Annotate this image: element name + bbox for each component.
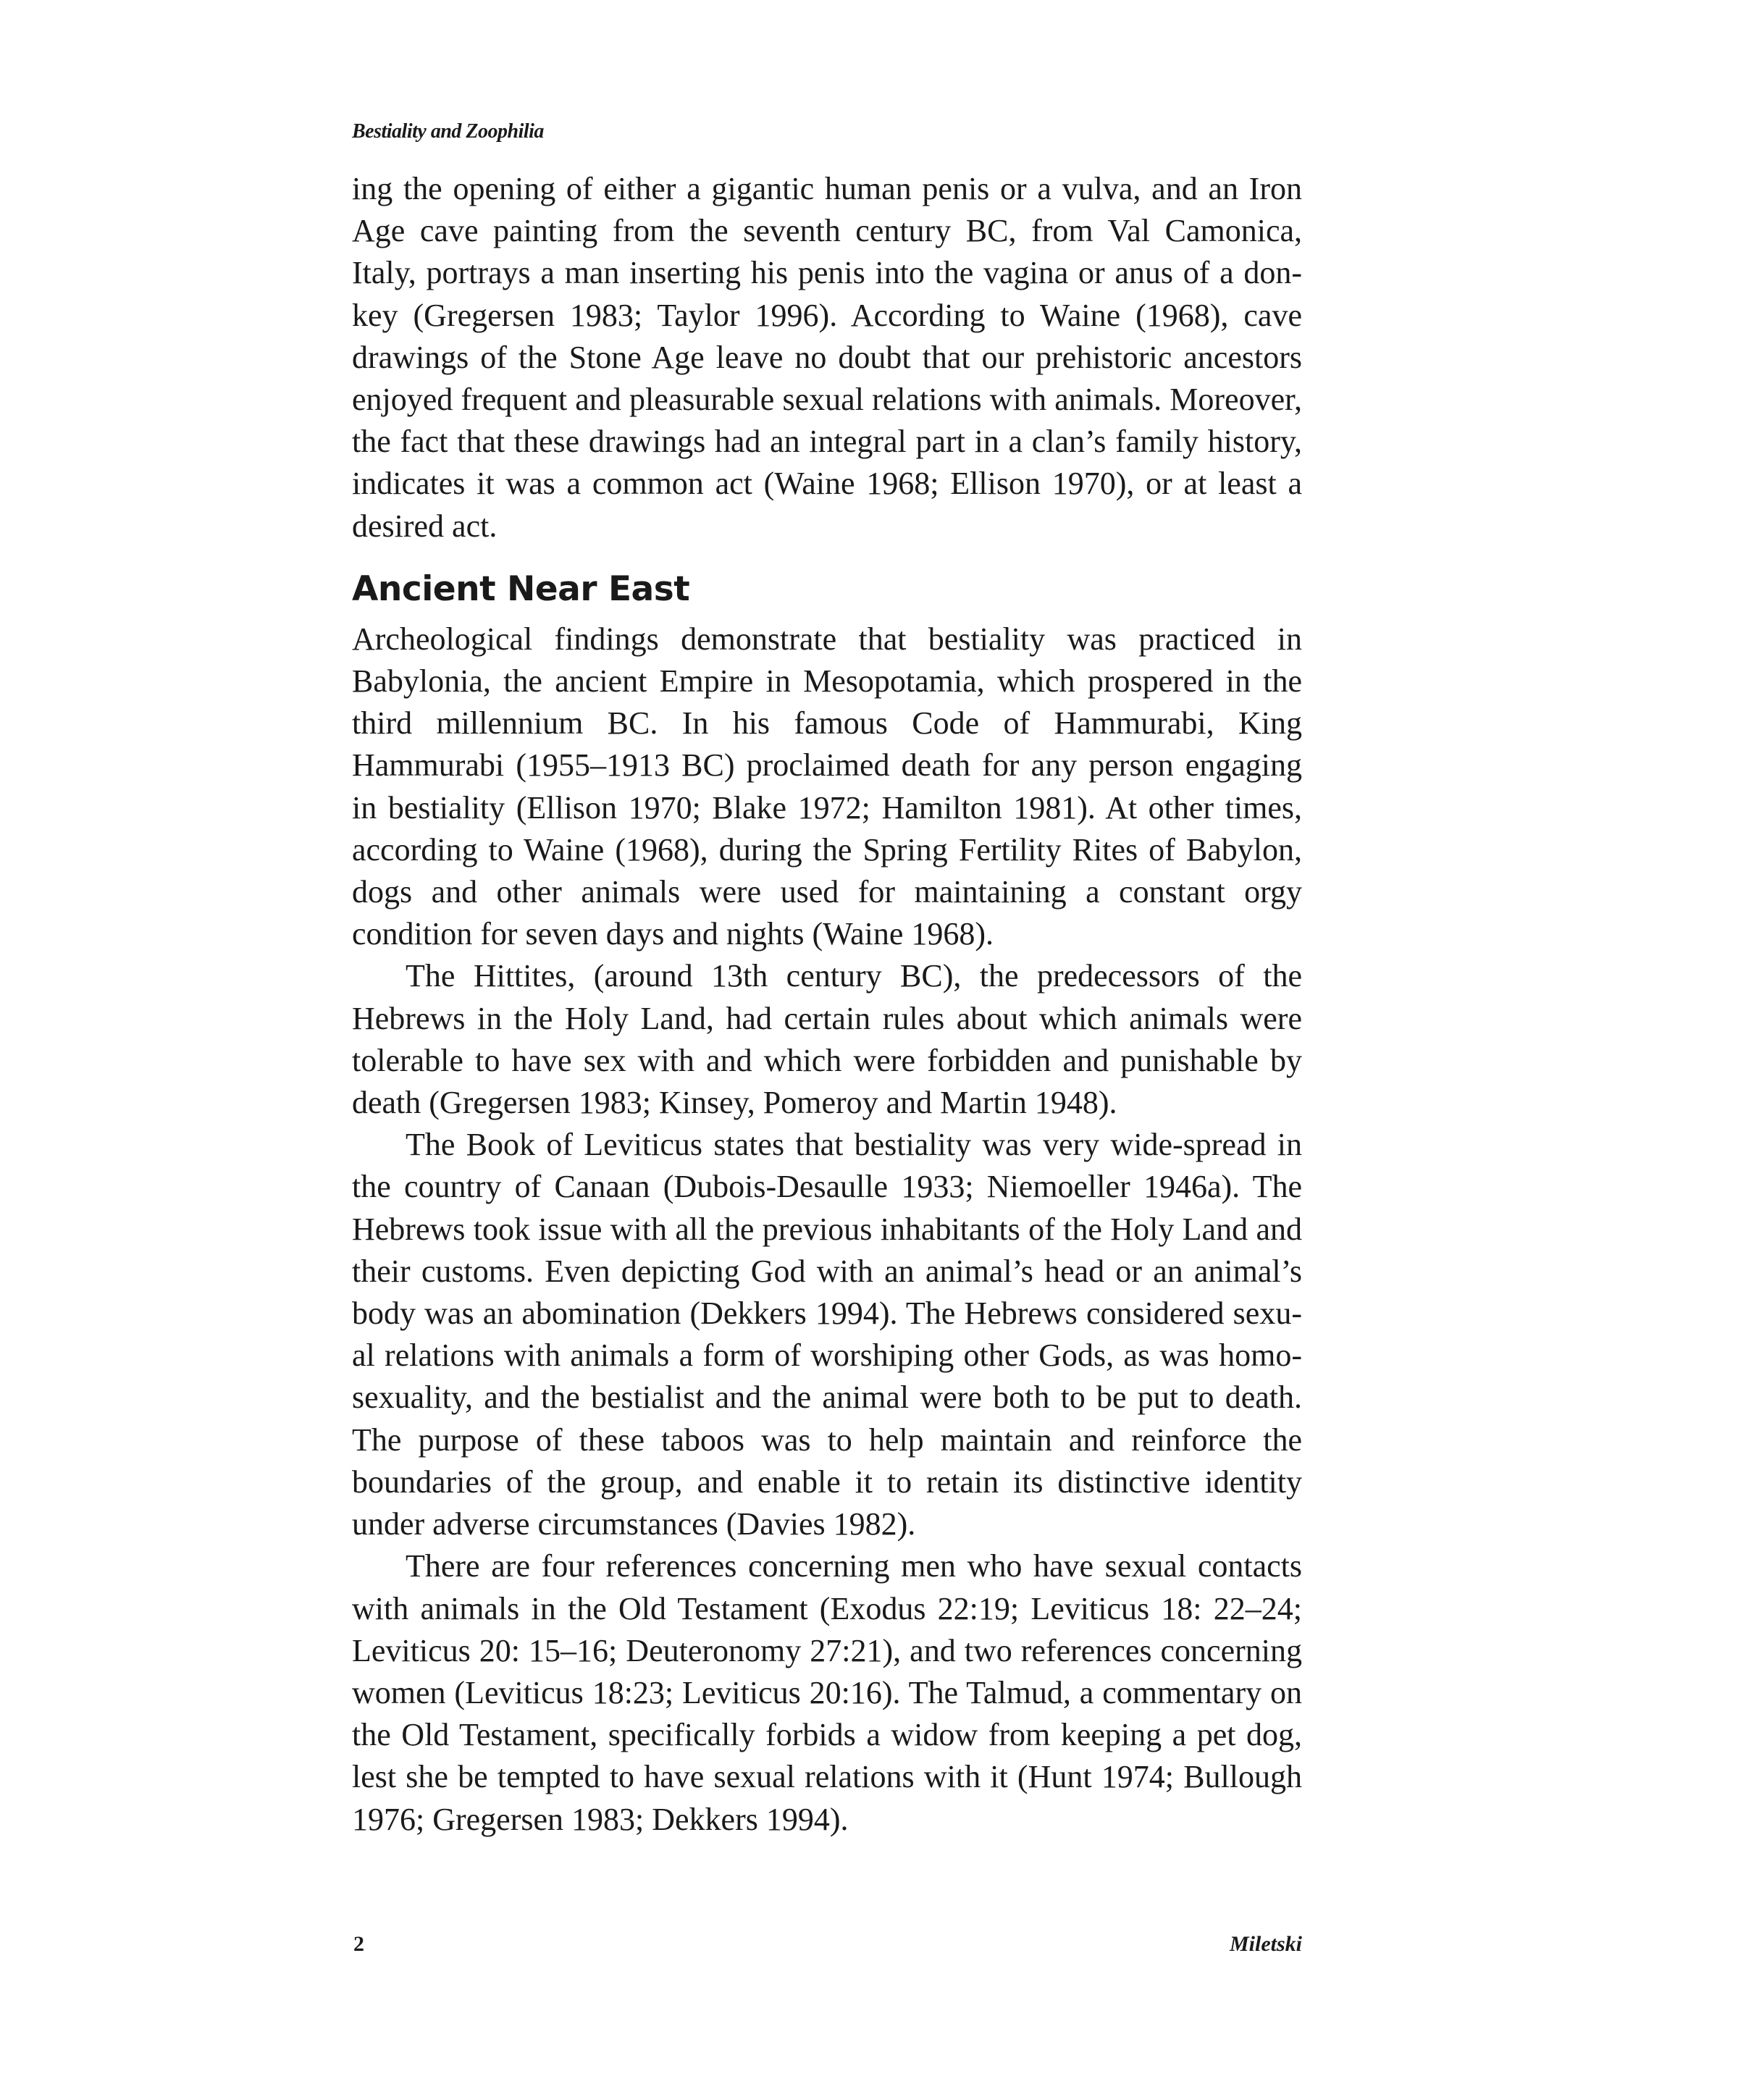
paragraph: The Hittites, (around 13th century BC), the predecessors of the Hebrews in the Holy Land, had certain rules about which animals were tolerable to have sex with and which were forbidden and punishable by death (Gregersen 1983; Kinsey, Pomeroy and Martin 1948). <box>352 958 1302 1121</box>
paragraph: Archeological findings demonstrate that bestiality was practiced in Babylonia, the ancient Empire in Mesopotamia, which prospered in the third millennium BC. In his famous Code of Hammurabi, King Hammurabi (1955–1913 BC) proclaimed death for any person engaging in bestiality (Ellison 1970; Blake 1972; Hamilton 1981). At other times, according to Waine (1968), during the Spring Fertility Rites of Babylon, dogs and other animals were used for maintaining a constant orgy condition for seven days and nights (Waine 1968). <box>352 621 1302 952</box>
footer-author: Miletski <box>1229 1932 1302 1956</box>
paragraph: The Book of Leviticus states that bestiality was very wide-spread in the country of Canaan (Dubois-Desaulle 1933; Niemoeller 1946a). The Hebrews took issue with all the previous inhabitants of the Holy Land and their customs. Even depicting God with an animal’s head or an animal’s body was an abomination (Dekkers 1994). The Hebrews considered sexual relations with animals a form of worshiping other Gods, as was homosexuality, and the bestialist and the animal were both to be put to death. The purpose of these taboos was to help maintain and reinforce the boundaries of the group, and enable it to retain its distinctive identity under adverse circumstances (Davies 1982). <box>352 1127 1302 1542</box>
running-head-title: Bestiality and Zoophilia <box>352 120 544 143</box>
body-text <box>352 168 1302 1841</box>
page-number: 2 <box>353 1932 364 1956</box>
paragraph: ing the opening of either a gigantic human penis or a vulva, and an Iron Age cave painting from the seventh century BC, from Val Camonica, Italy, portrays a man inserting his penis into the vagina or anus of a donkey (Gregersen 1983; Taylor 1996). According to Waine (1968), cave drawings of the Stone Age leave no doubt that our prehistoric ancestors enjoyed frequent and pleasurable sexual relations with animals. Moreover, the fact that these drawings had an integral part in a clan’s family history, indicates it was a common act (Waine 1968; Ellison 1970), or at least a desired act. <box>352 171 1302 544</box>
paragraph: There are four references concerning men who have sexual contacts with animals in the Old Testament (Exodus 22:19; Leviticus 18: 22–24; Leviticus 20: 15–16; Deuteronomy 27:21), and two references concerning women (Leviticus 18:23; Leviticus 20:16). The Talmud, a commentary on the Old Testament, specifically forbids a widow from keeping a pet dog, lest she be tempted to have sexual relations with it (Hunt 1974; Bullough 1976; Gregersen 1983; Dekkers 1994). <box>352 1548 1302 1837</box>
section-heading: Ancient Near East <box>352 568 690 609</box>
